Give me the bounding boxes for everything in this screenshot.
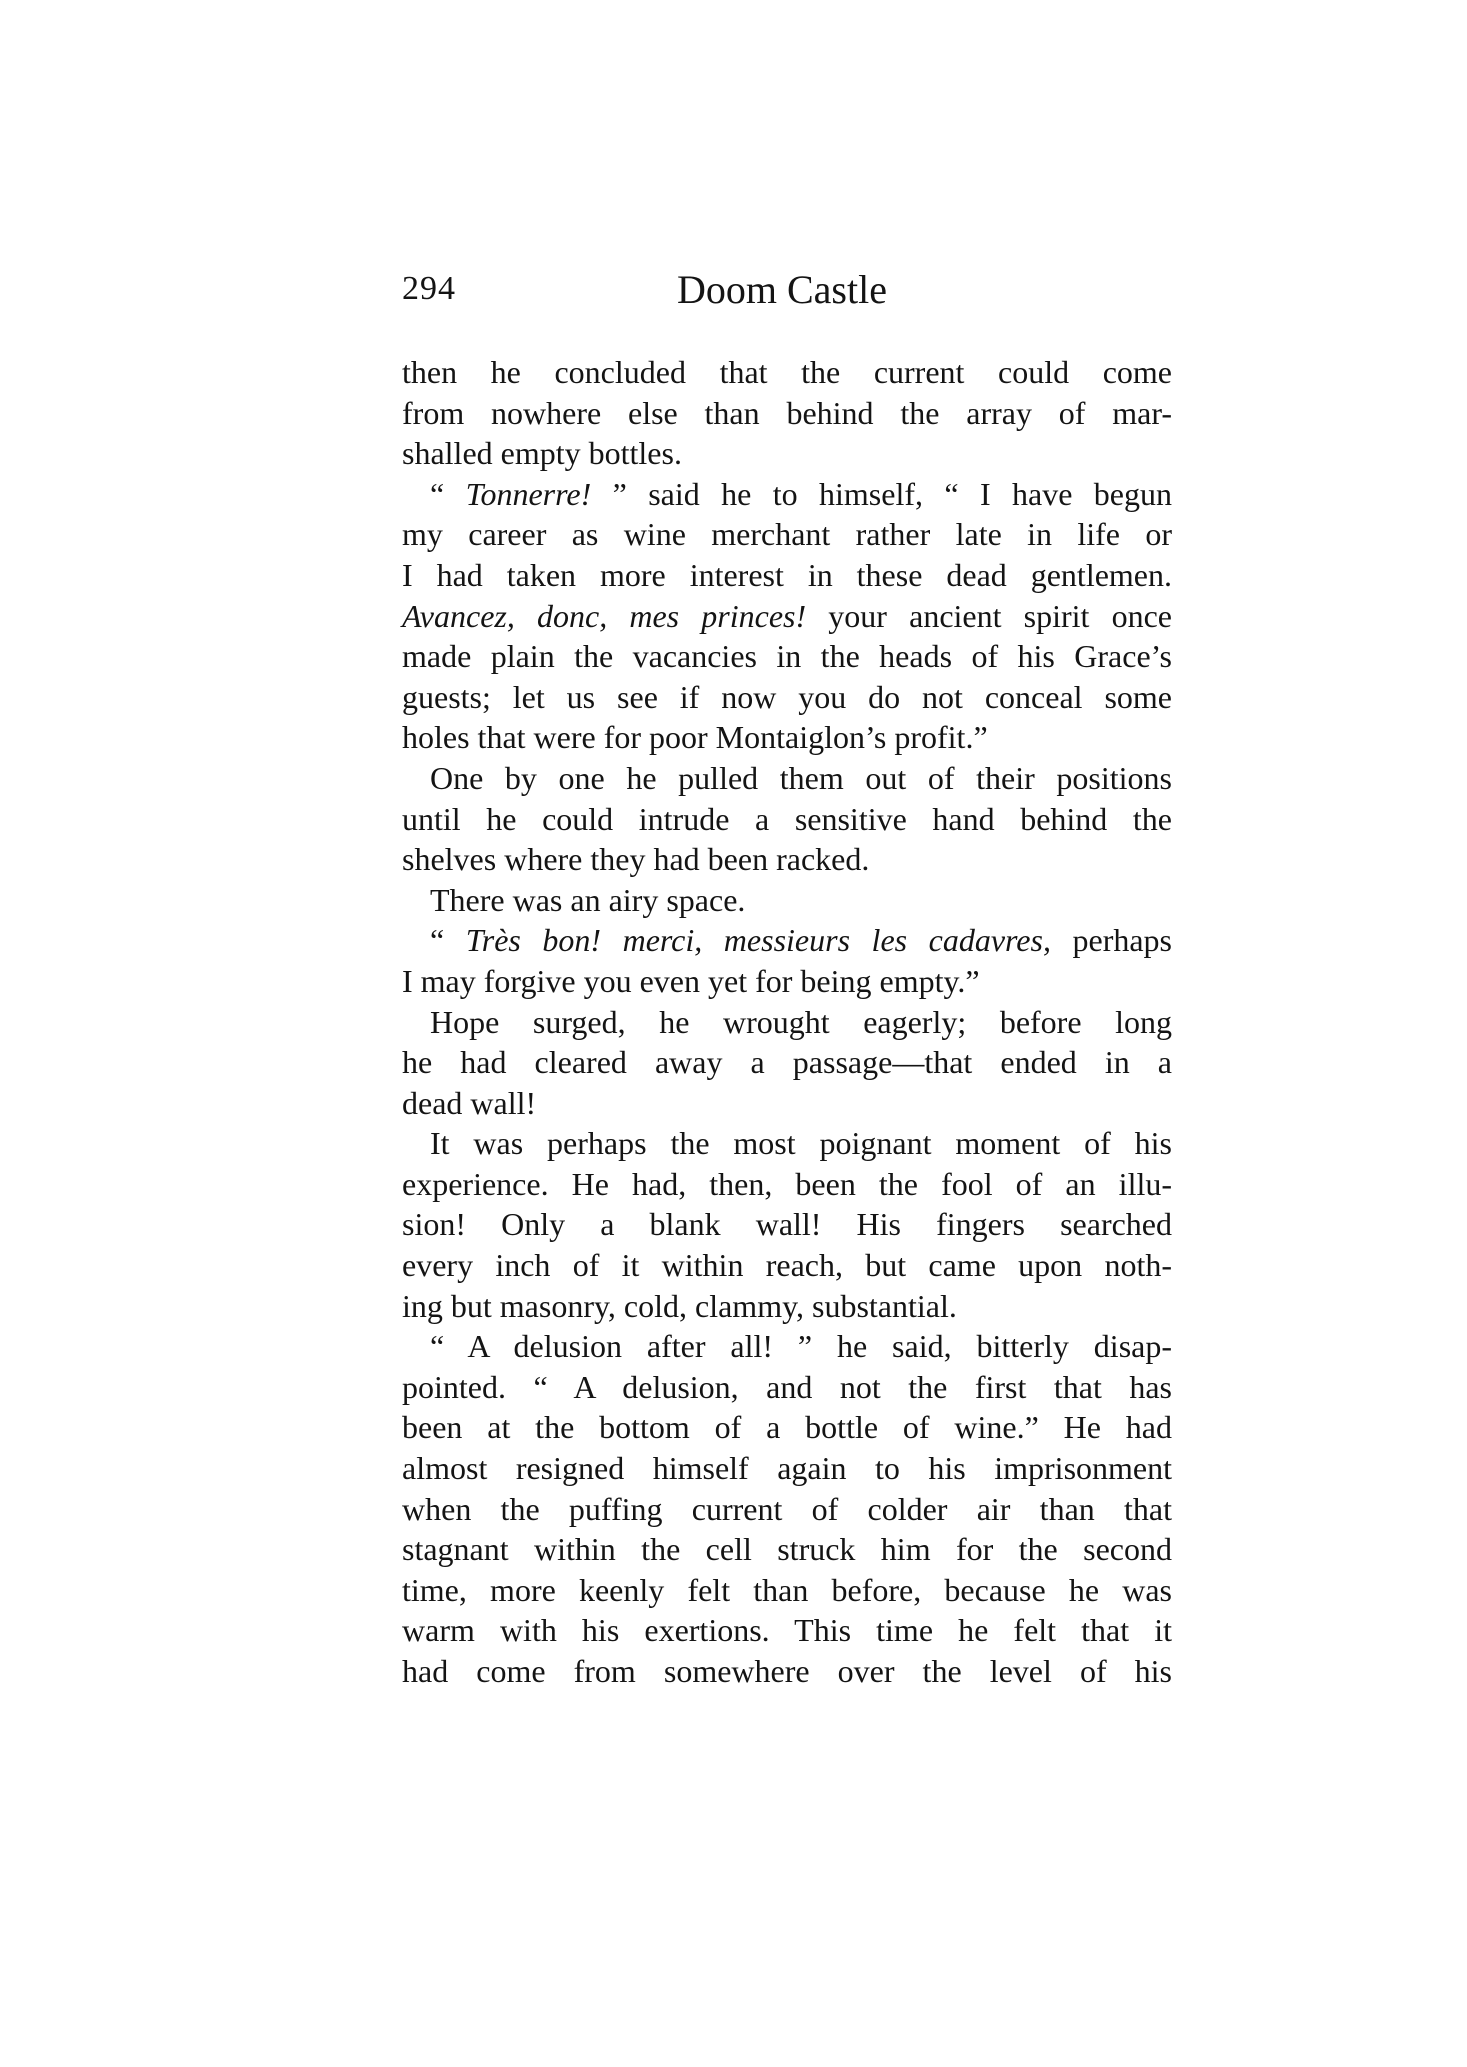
text-line — [402, 880, 1172, 921]
text-line — [402, 1164, 1172, 1205]
text-segment: your ancient spirit once — [806, 597, 1172, 634]
text-line — [402, 555, 1172, 596]
text-segment: dead wall! — [402, 1084, 537, 1121]
text-segment: perhaps — [1050, 922, 1172, 959]
text-line — [402, 433, 1172, 474]
text-line — [402, 596, 1172, 637]
text-line — [402, 1042, 1172, 1083]
italic-text-segment: Très bon! merci, messieurs les cadavres, — [465, 922, 1051, 959]
text-segment: pointed. “ A delusion, and not the first that has — [402, 1368, 1172, 1405]
text-line — [402, 1326, 1172, 1367]
body-text — [402, 352, 1172, 1692]
text-segment: stagnant within the cell struck him for the second — [402, 1531, 1172, 1568]
text-line — [402, 474, 1172, 515]
text-segment: then he concluded that the current could come — [402, 354, 1172, 390]
text-segment: It was perhaps the most poignant moment of his — [430, 1125, 1172, 1162]
text-segment: “ — [430, 922, 466, 959]
text-segment: guests; let us see if now you do not conceal some — [402, 678, 1172, 715]
text-segment: shelves where they had been racked. — [402, 841, 870, 878]
text-line — [402, 961, 1172, 1002]
text-line — [402, 839, 1172, 880]
text-line — [402, 1204, 1172, 1245]
page-header — [402, 267, 1172, 320]
text-line — [402, 1651, 1172, 1692]
text-segment: almost resigned himself again to his imprisonment — [402, 1450, 1172, 1487]
text-line — [402, 514, 1172, 555]
text-line — [402, 1286, 1172, 1327]
text-segment: had come from somewhere over the level of his — [402, 1653, 1172, 1689]
text-segment: I had taken more interest in these dead gentlemen. — [402, 556, 1172, 593]
text-line — [402, 920, 1172, 961]
text-segment: been at the bottom of a bottle of wine.” He had — [402, 1409, 1172, 1446]
text-segment: ” said he to himself, “ I have begun — [591, 475, 1173, 512]
text-segment: sion! Only a blank wall! His fingers searched — [402, 1206, 1172, 1243]
text-segment: “ — [430, 475, 466, 512]
text-segment: I may forgive you even yet for being empty.” — [402, 962, 980, 999]
text-line — [402, 1529, 1172, 1570]
text-line — [402, 636, 1172, 677]
text-line — [402, 1123, 1172, 1164]
text-line — [402, 758, 1172, 799]
text-line — [402, 393, 1172, 434]
text-segment: shalled empty bottles. — [402, 435, 682, 472]
text-segment: One by one he pulled them out of their positions — [430, 759, 1172, 796]
text-line — [402, 1570, 1172, 1611]
text-segment: Hope surged, he wrought eagerly; before long — [430, 1003, 1172, 1040]
text-line — [402, 352, 1172, 393]
text-line — [402, 677, 1172, 718]
text-segment: experience. He had, then, been the fool of an illu- — [402, 1165, 1172, 1202]
italic-text-segment: Avancez, donc, mes princes! — [402, 597, 807, 634]
text-segment: warm with his exertions. This time he felt that it — [402, 1612, 1172, 1649]
text-segment: holes that were for poor Montaiglon’s profit.” — [402, 719, 988, 756]
text-segment: time, more keenly felt than before, because he was — [402, 1571, 1172, 1608]
text-segment: from nowhere else than behind the array of mar- — [402, 394, 1172, 431]
text-line — [402, 1448, 1172, 1489]
text-line — [402, 1489, 1172, 1530]
text-segment: “ A delusion after all! ” he said, bitterly disap- — [430, 1328, 1172, 1365]
text-line — [402, 799, 1172, 840]
text-line — [402, 1083, 1172, 1124]
text-segment: There was an airy space. — [430, 881, 746, 918]
text-segment: until he could intrude a sensitive hand behind the — [402, 800, 1172, 837]
text-segment: made plain the vacancies in the heads of his Grace’s — [402, 638, 1172, 675]
text-line — [402, 1245, 1172, 1286]
text-segment: when the puffing current of colder air than that — [402, 1490, 1172, 1527]
text-segment: my career as wine merchant rather late in life or — [402, 516, 1172, 553]
running-title: Doom Castle — [677, 267, 887, 312]
text-line — [402, 1407, 1172, 1448]
text-segment: every inch of it within reach, but came upon noth- — [402, 1247, 1172, 1284]
text-line — [402, 1002, 1172, 1043]
text-line — [402, 717, 1172, 758]
text-line — [402, 1367, 1172, 1408]
text-segment: he had cleared away a passage—that ended in a — [402, 1044, 1172, 1081]
italic-text-segment: Tonnerre! — [465, 475, 592, 512]
text-segment: ing but masonry, cold, clammy, substantial. — [402, 1287, 957, 1324]
text-line — [402, 1610, 1172, 1651]
page-number: 294 — [402, 270, 456, 307]
